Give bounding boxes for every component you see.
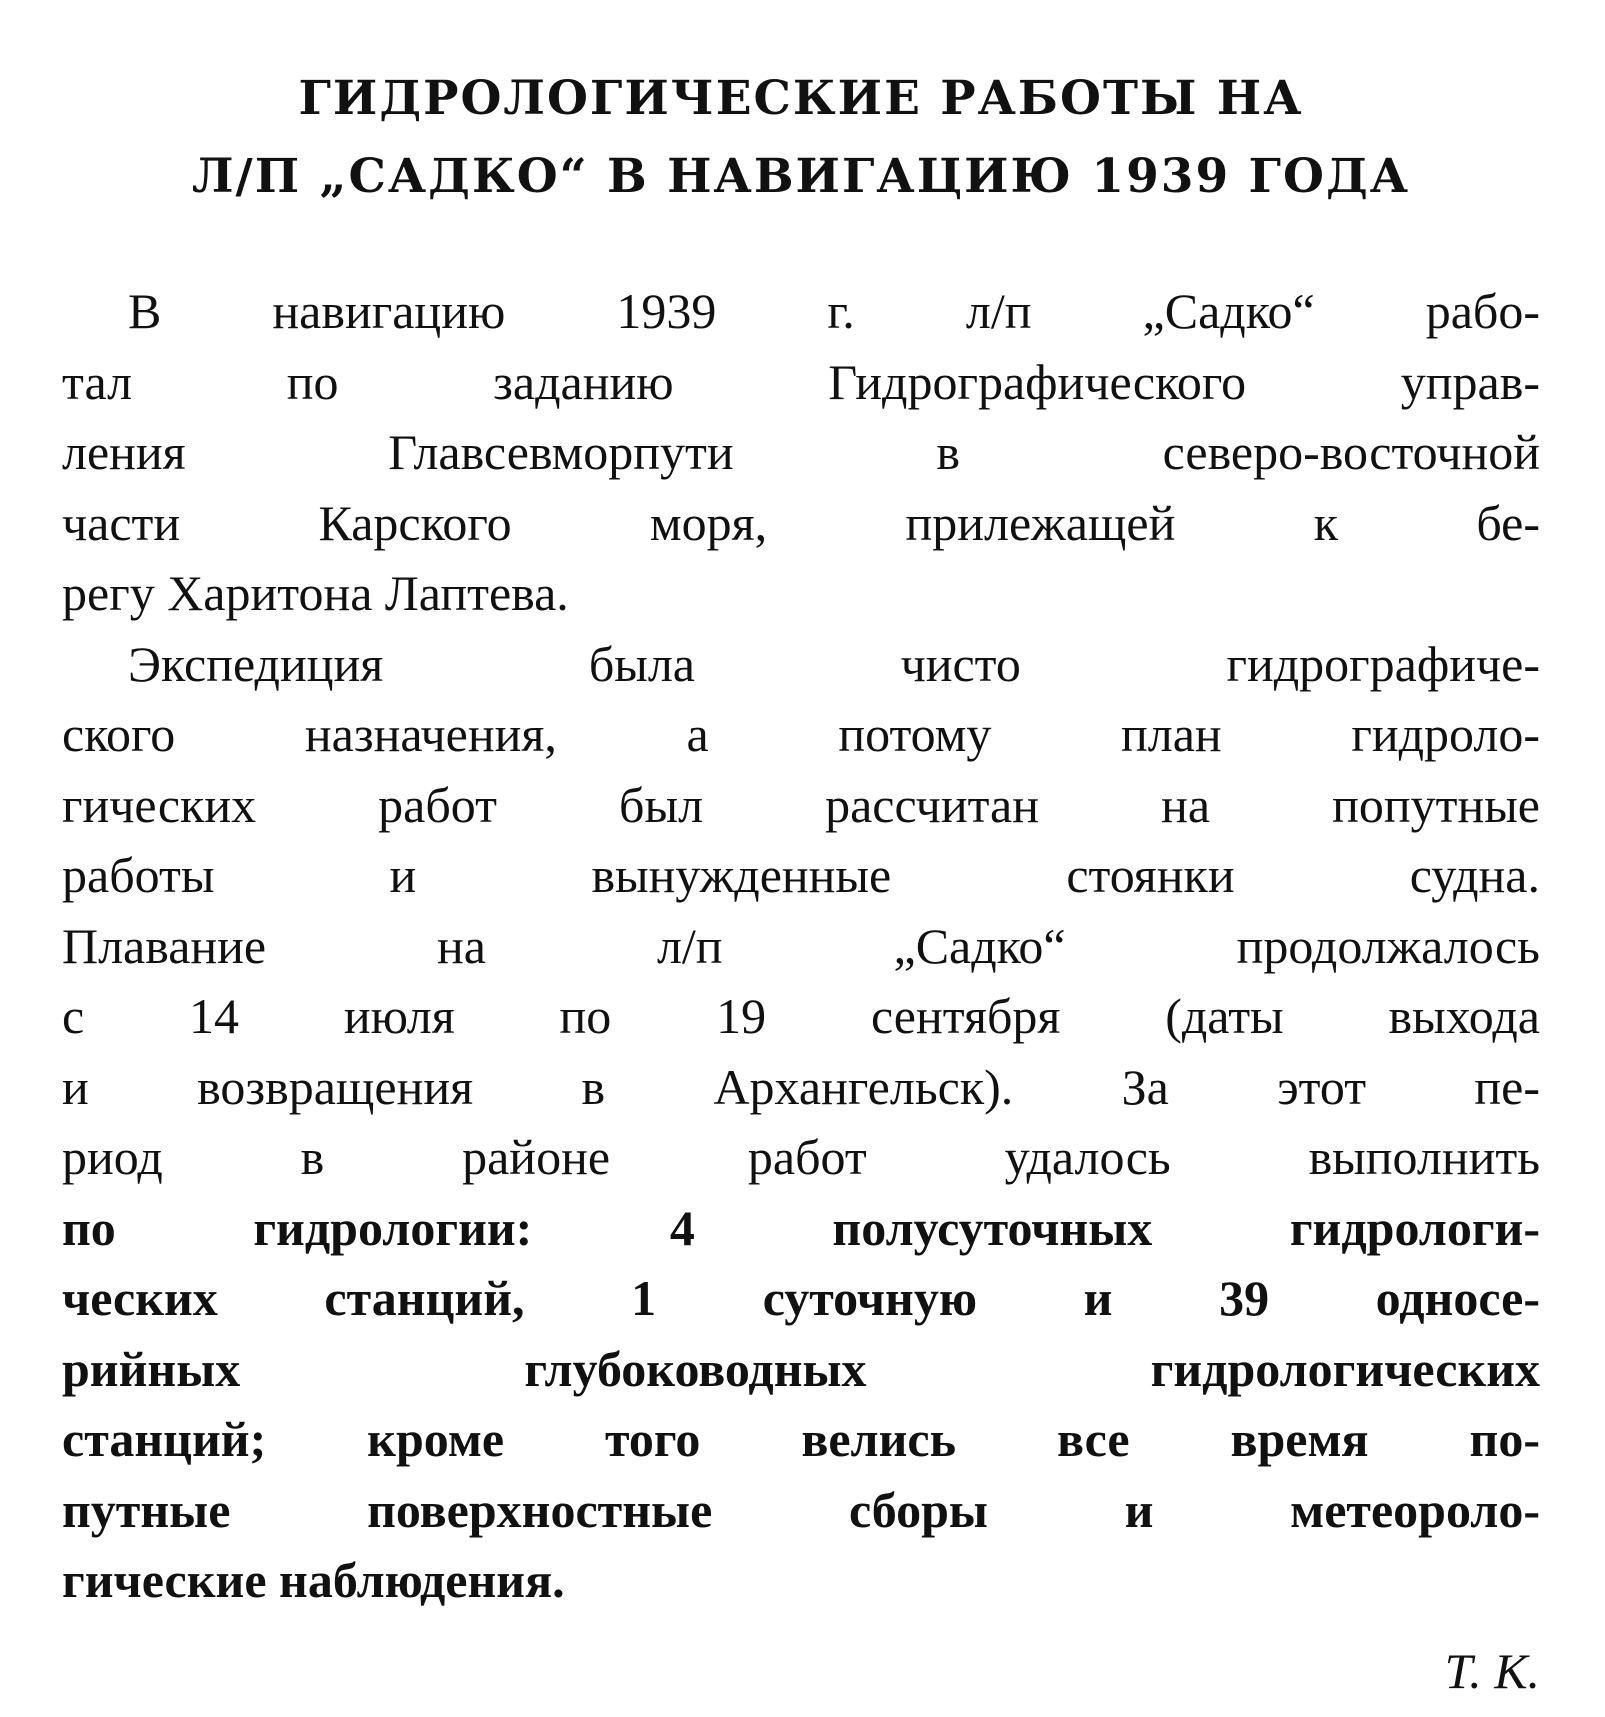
text-line: ского назначения, а потому план гидроло- (62, 706, 1540, 762)
text-line: риод в районе работ удалось выполнить (62, 1129, 1540, 1185)
text-line: В навигацию 1939 г. л/п „Садко“ рабо- (128, 283, 1540, 339)
paragraph-2 (62, 629, 1540, 1616)
text-line: ления Главсевморпути в северо-восточной (62, 424, 1540, 480)
text-line: путные поверхностные сборы и метеороло- (62, 1481, 1540, 1538)
headline-line-2: Л/П „САДКО“ В НАВИГАЦИЮ 1939 ГОДА (191, 149, 1411, 204)
text-line: рийных глубоководных гидрологических (62, 1340, 1540, 1397)
text-line: работы и вынужденные стоянки судна. (62, 847, 1540, 903)
text-line: станций; кроме того велись все время по- (62, 1411, 1540, 1467)
text-line: части Карского моря, прилежащей к бе- (62, 494, 1540, 551)
text-line: тал по заданию Гидрографического управ- (62, 353, 1540, 410)
text-line: Плавание на л/п „Садко“ продолжалось (62, 917, 1540, 974)
text-line: регу Харитона Лаптева. (62, 565, 569, 621)
text-line: гических работ был рассчитан на попутные (62, 776, 1540, 833)
author-signature: Т. К. (1444, 1642, 1540, 1699)
paragraph-1 (62, 276, 1540, 629)
article (62, 60, 1540, 1706)
text-line: ческих станций, 1 суточную и 39 односе- (62, 1270, 1540, 1326)
headline (62, 60, 1540, 216)
article-body (62, 276, 1540, 1616)
text-line: Экспедиция была чисто гидрографиче- (128, 635, 1540, 692)
text-line: и возвращения в Архангельск). За этот пе- (62, 1058, 1540, 1115)
text-line: по гидрологии: 4 полусуточных гидрологи- (62, 1199, 1540, 1256)
headline-line-1: ГИДРОЛОГИЧЕСКИЕ РАБОТЫ НА (298, 71, 1304, 126)
text-line: гические наблюдения. (62, 1552, 565, 1608)
text-line: с 14 июля по 19 сентября (даты выхода (62, 988, 1540, 1044)
